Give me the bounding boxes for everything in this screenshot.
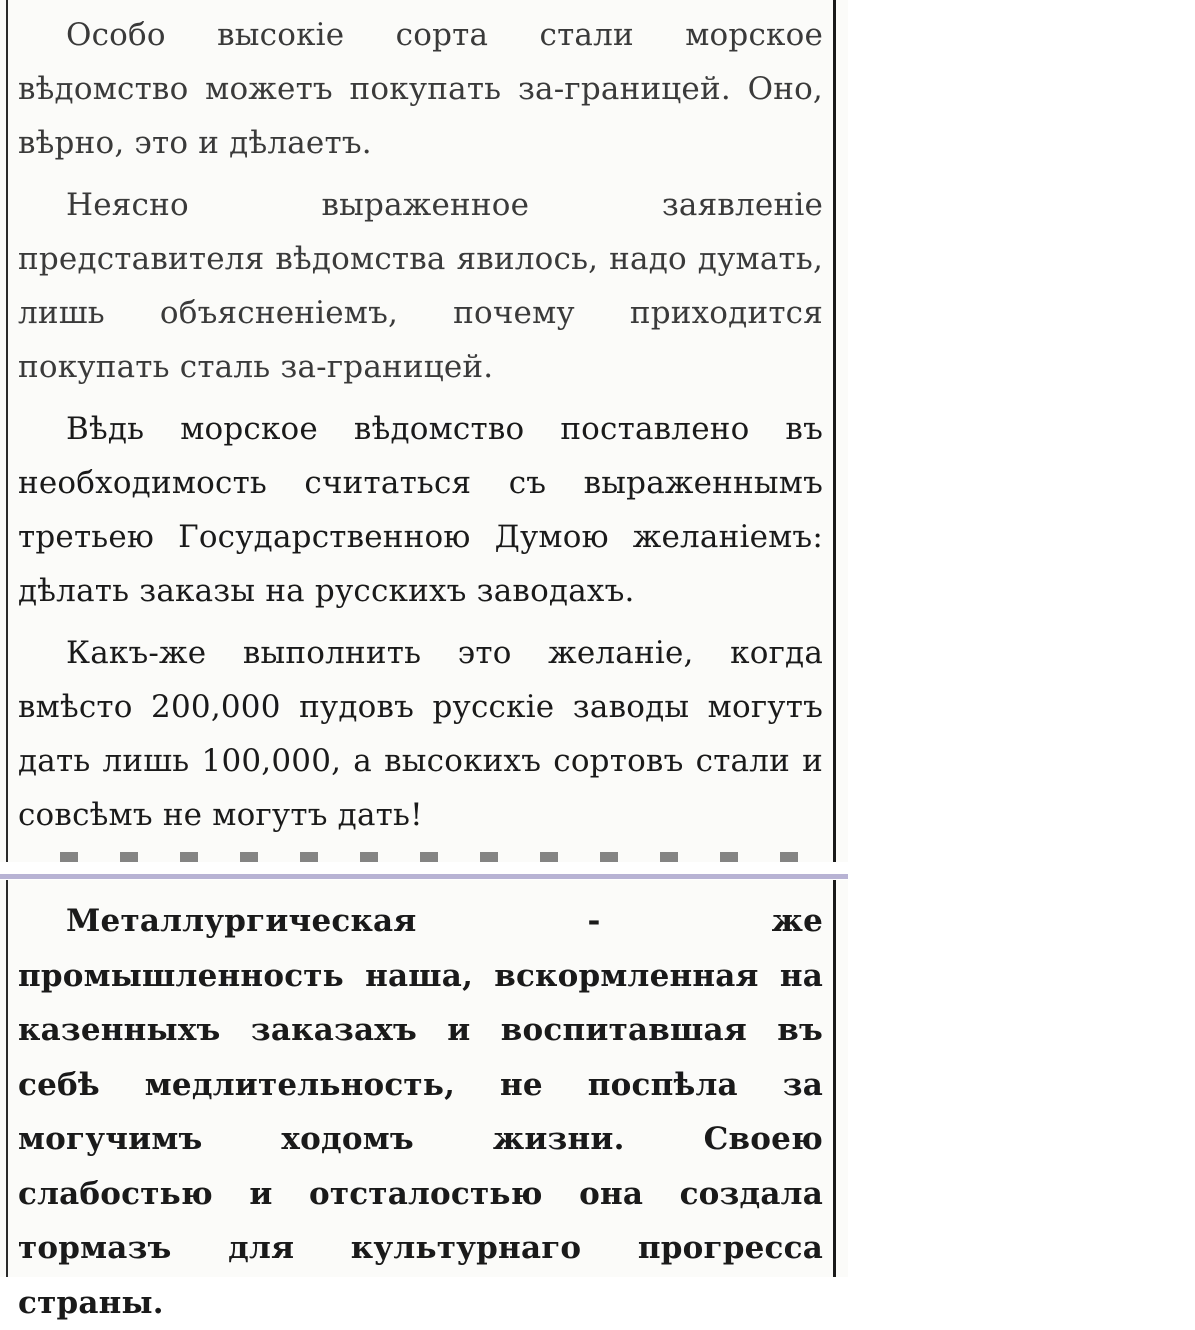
column-rule-right xyxy=(833,880,836,1277)
paragraph: Какъ-же выполнить это желаніе, когда вмѣсто 200,000 пудовъ русскіе заводы могутъ дать лишь 100,000, а высокихъ сортовъ стали и совсѣмъ не могутъ дать! xyxy=(18,635,823,833)
column-rule-left xyxy=(6,0,8,862)
article-column xyxy=(18,8,823,842)
clipping-divider xyxy=(0,874,848,879)
column-rule-right xyxy=(833,0,836,862)
article-column xyxy=(18,894,823,1330)
newspaper-clipping-top xyxy=(0,0,848,862)
paragraph: Вѣдь морское вѣдомство поставлено въ необходимость считаться съ выраженнымъ третьею Государственною Думою желаніемъ: дѣлать заказы на русскихъ заводахъ. xyxy=(18,411,823,609)
column-rule-left xyxy=(6,880,8,1277)
newspaper-clipping-bottom xyxy=(0,880,848,1321)
paragraph: Особо высокіе сорта стали морское вѣдомство можетъ покупать за-границей. Оно, вѣрно, это и дѣлаетъ. xyxy=(18,17,823,161)
cut-off-text-line xyxy=(60,852,820,862)
paragraph: Металлургическая - же промышленность наша, вскормленная на казенныхъ заказахъ и воспитавшая въ себѣ медлительность, не поспѣла за могучимъ ходомъ жизни. Своею слабостью и отсталостью она создала тормазъ для культурнаго прогресса страны. xyxy=(18,903,823,1321)
paragraph: Неясно выраженное заявленіе представителя вѣдомства явилось, надо думать, лишь объясненіемъ, почему приходится покупать сталь за-границей. xyxy=(18,187,823,385)
